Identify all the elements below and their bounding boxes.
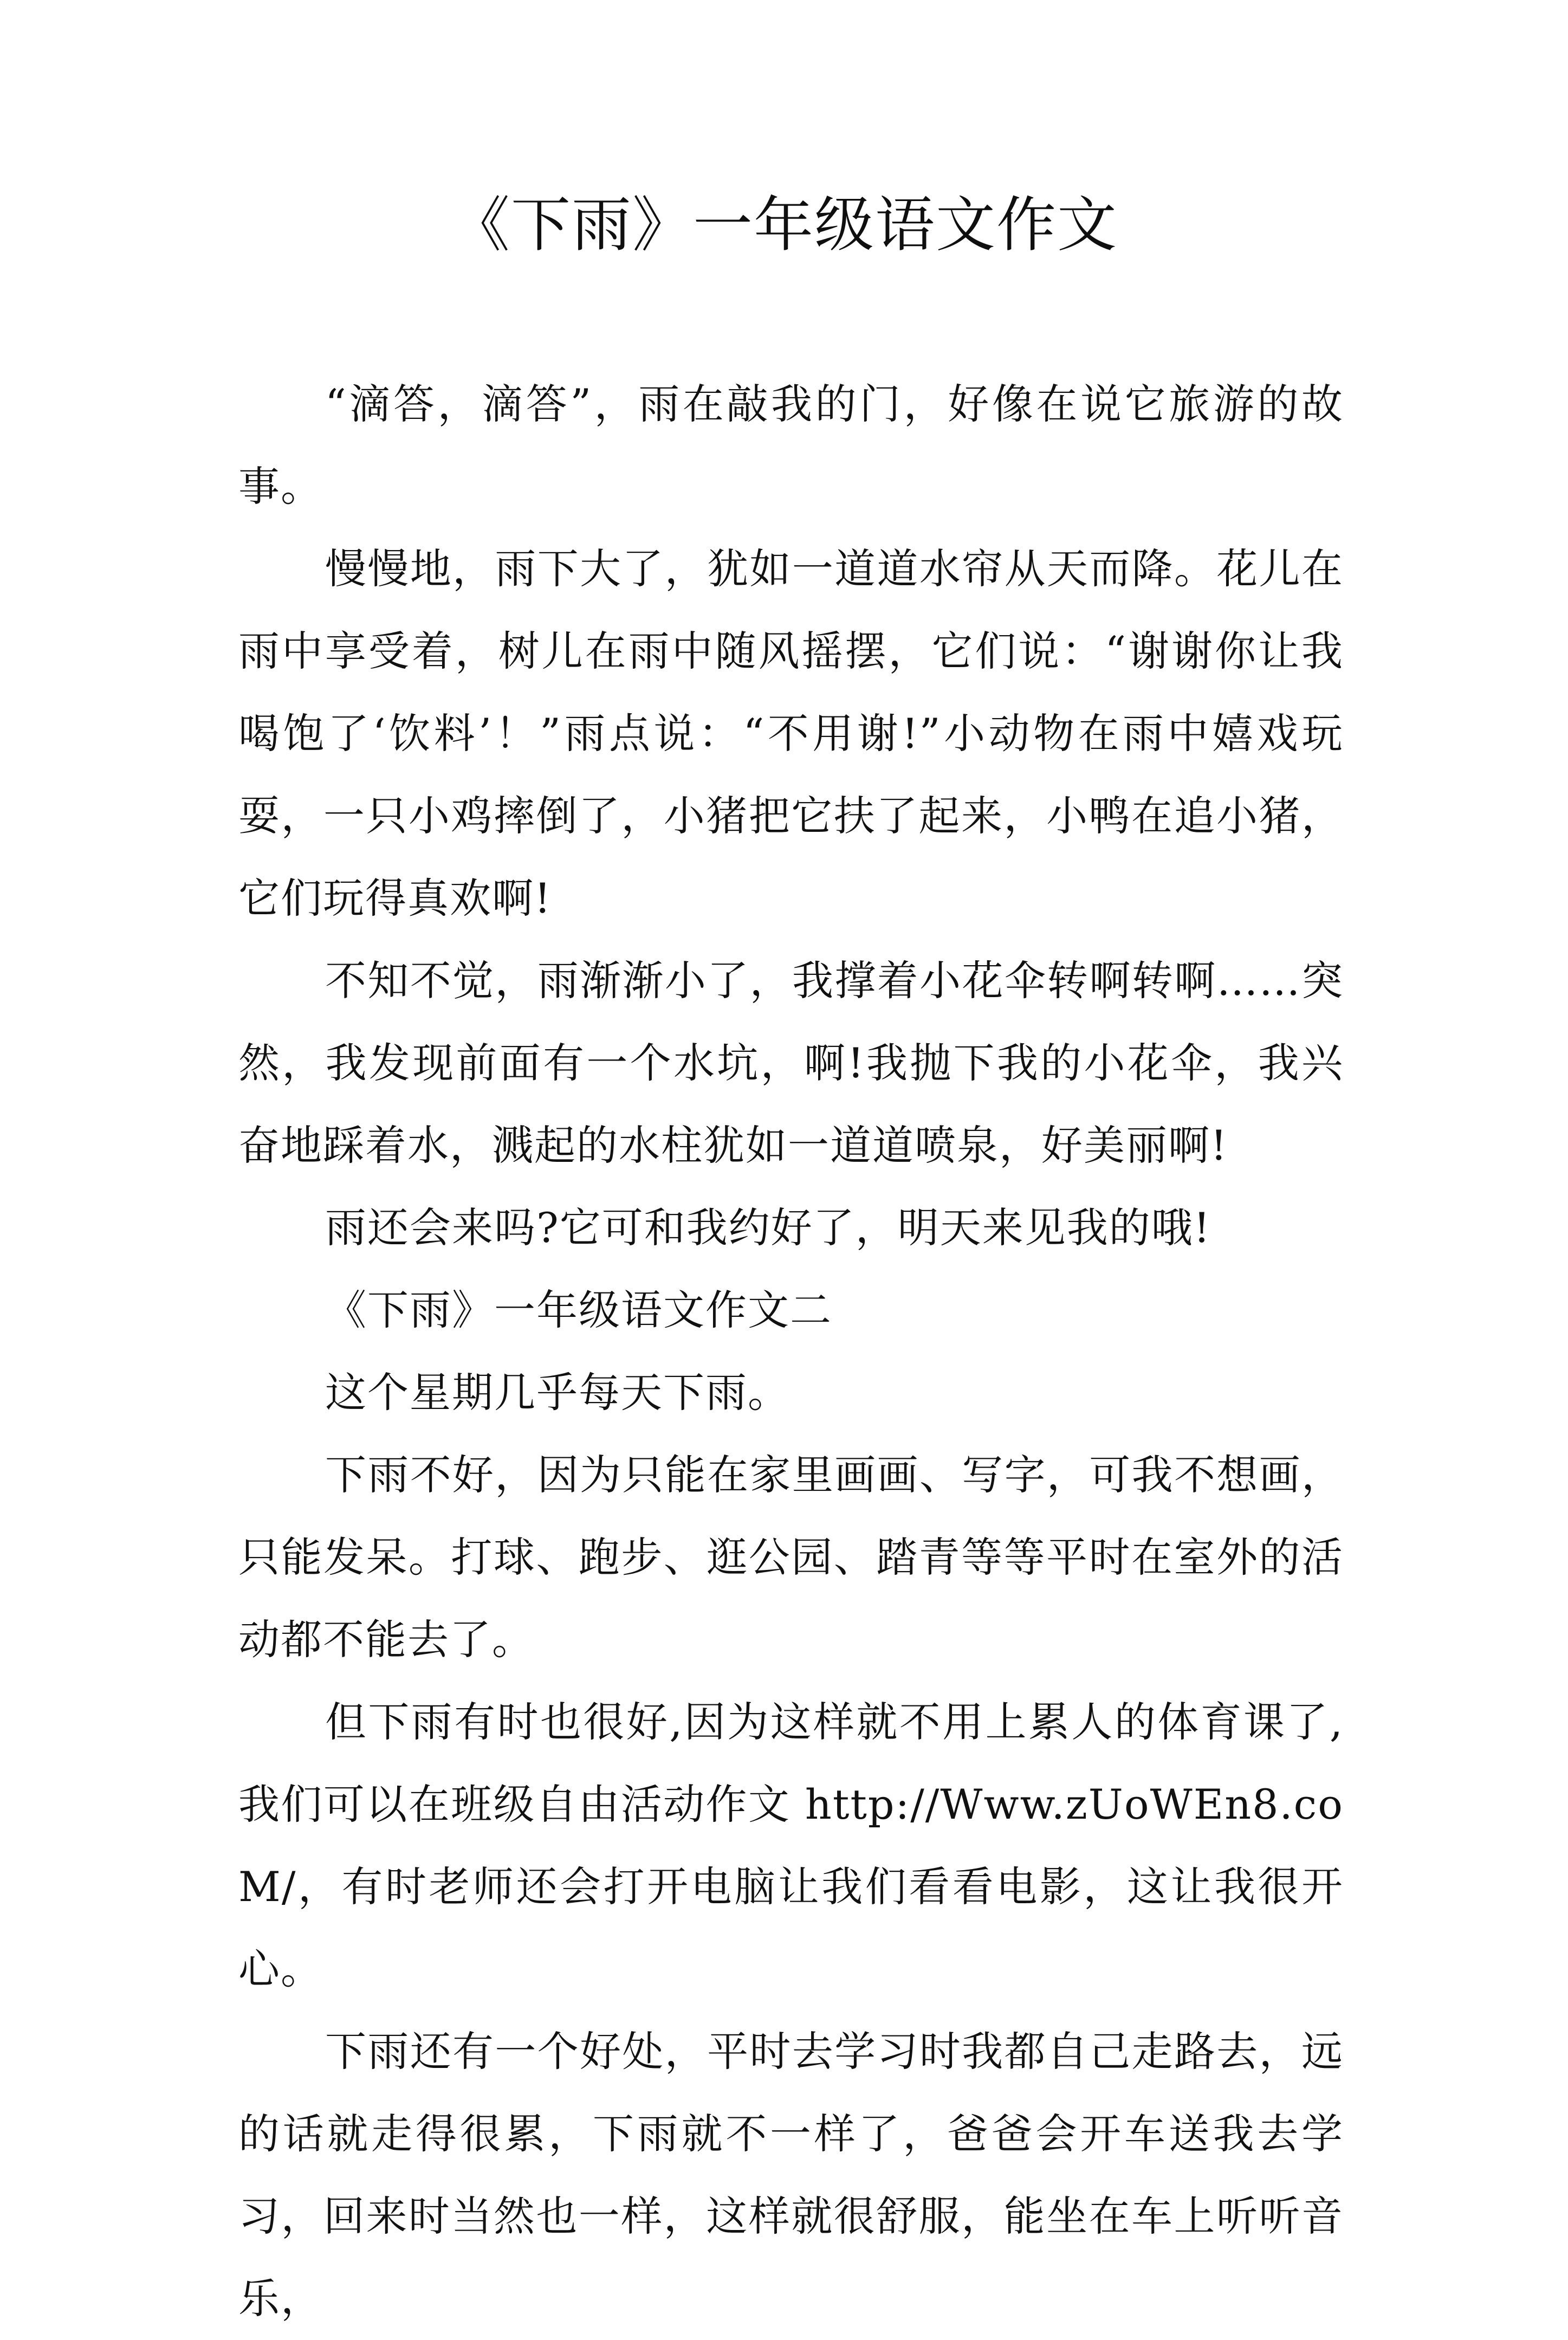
paragraph-9: 下雨还有一个好处，平时去学习时我都自己走路去，远的话就走得很累，下雨就不一样了，爸爸会开车送我去学习，回来时当然也一样，这样就很舒服，能坐在车上听听音乐， (238, 2027, 1344, 2323)
paragraph-2: 慢慢地，雨下大了，犹如一道道水帘从天而降。花儿在雨中享受着，树儿在雨中随风摇摆，它们说：“谢谢你让我喝饱了‘饮料’！”雨点说：“不用谢!”小动物在雨中嬉戏玩耍，一只小鸡摔倒了，小猪把它扶了起来，小鸭在追小猪，它们玩得真欢啊! (238, 545, 1344, 922)
paragraph-7: 下雨不好，因为只能在家里画画、写字，可我不想画，只能发呆。打球、跑步、逛公园、踏青等等平时在室外的活动都不能去了。 (238, 1451, 1344, 1664)
paragraph-6: 这个星期几乎每天下雨。 (325, 1368, 790, 1417)
paragraph-4: 雨还会来吗?它可和我约好了，明天来见我的哦! (325, 1204, 1211, 1252)
paragraph-1: “滴答，滴答”，雨在敲我的门，好像在说它旅游的故事。 (238, 380, 1344, 510)
subtitle-paragraph: 《下雨》一年级语文作文二 (325, 1286, 832, 1334)
document-title: 《下雨》一年级语文作文 (450, 190, 1118, 260)
paragraph-8: 但下雨有时也很好,因为这样就不用上累人的体育课了,我们可以在班级自由活动作文 http://Www.zUoWEn8.coM/，有时老师还会打开电脑让我们看看电影，这让我很开心。 (238, 1698, 1344, 1993)
document-body (238, 363, 1344, 2340)
paragraph-3: 不知不觉，雨渐渐小了，我撑着小花伞转啊转啊……突然，我发现前面有一个水坑，啊!我抛下我的小花伞，我兴奋地踩着水，溅起的水柱犹如一道道喷泉，好美丽啊! (238, 956, 1344, 1169)
